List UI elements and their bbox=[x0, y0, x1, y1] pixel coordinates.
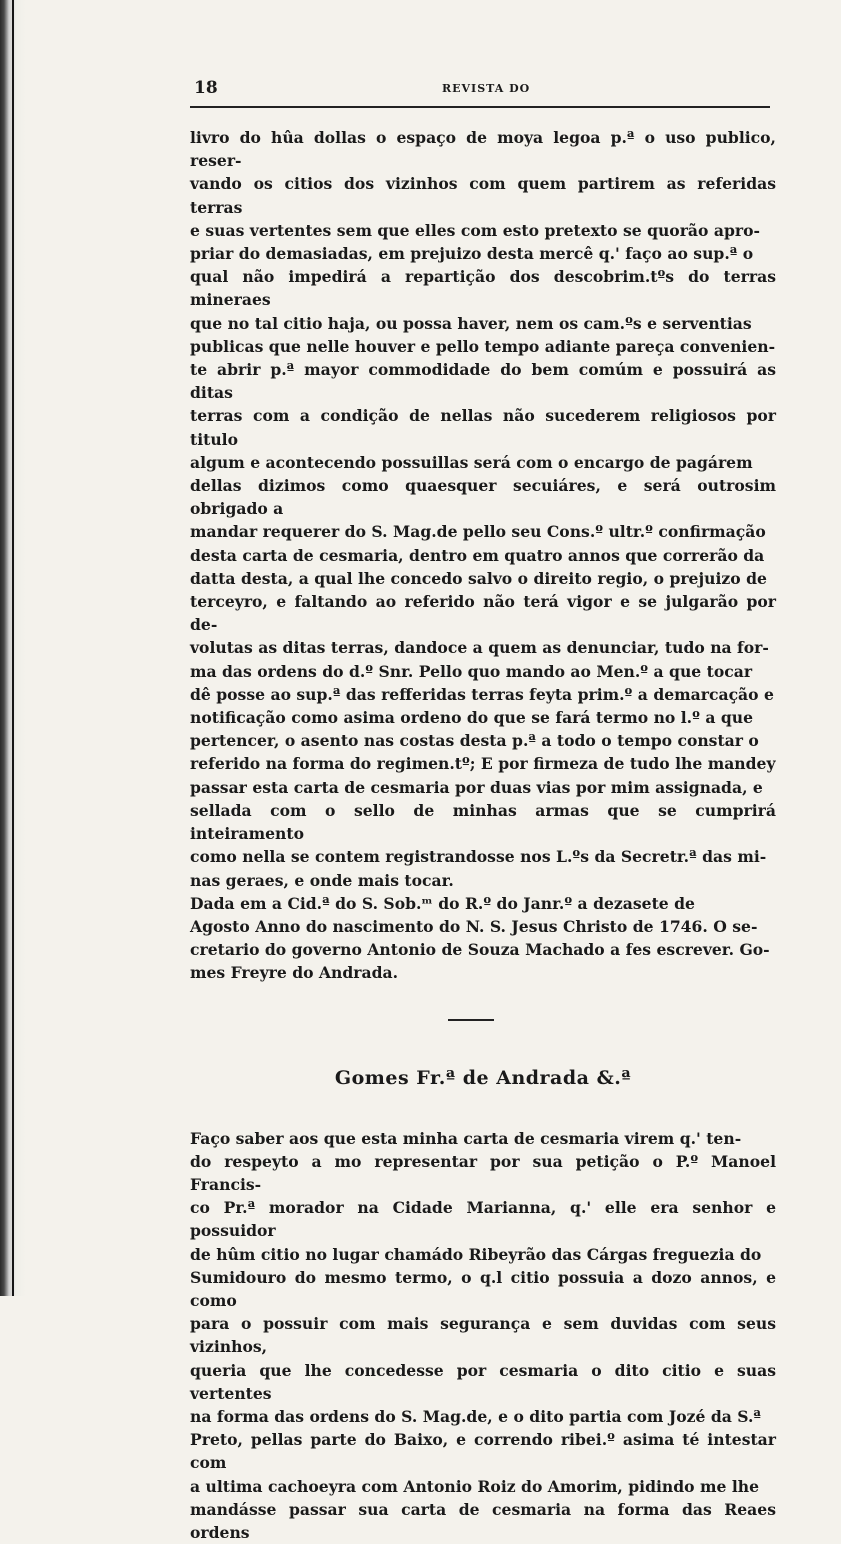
section-title: Gomes Fr.ª de Andrada &.ª bbox=[334, 1066, 632, 1089]
page-number: 18 bbox=[194, 78, 218, 98]
header-rule bbox=[190, 106, 770, 108]
body-paragraph: Dada em a Cid.ª do S. Sob.ᵐ do R.º do Janr.º a dezasete de Agosto Anno do nascimento do N. S. Jesus Christo de 1746. O se- cretario do governo Antonio de Souza Machado a fes escrever. Go- mes Freyre do Andrada. bbox=[190, 893, 770, 983]
section-divider bbox=[448, 1019, 494, 1021]
body-paragraph: Faço saber aos que esta minha carta de cesmaria virem q.' ten- do respeyto a mo representar por sua petição o P.º Manoel Francis- co Pr.ª morador na Cidade Marianna, q.' elle era senhor e possuidor de hûm citio no lugar chamádo Ribeyrão das Cárgas freguezia do Sumidouro do mesmo termo, o q.l citio possuia a dozo annos, e como para o possuir com mais segurança e sem duvidas com seus vizinhos, queria que lhe concedesse por cesmaria o dito citio e suas vertentes na forma das ordens do S. Mag.de, e o dito partia com Jozé da S.ª Preto, pellas parte do Baixo, e correndo ribei.º asima té intestar com a ultima cachoeyra com Antonio Roiz do Amorim, pidindo me lhe mandásse passar sua carta de cesmaria na forma das Reaes ordens bbox=[190, 1128, 776, 1542]
page-header bbox=[190, 72, 790, 98]
running-head: REVISTA DO bbox=[442, 82, 531, 95]
document-page bbox=[190, 72, 790, 1544]
body-paragraph: livro do hûa dollas o espaço de moya legoa p.ª o uso publico, reser- vando os citios dos vizinhos com quem partirem as referidas terras e suas vertentes sem que elles com esto pretexto se quorão apro- priar do demasiadas, em prejuizo desta mercê q.' faço ao sup.ª o qual não impedirá a repartição dos descobrim.tºs do terras mineraes que no tal citio haja, ou possa haver, nem os cam.ºs e serventias publicas que nelle houver e pello tempo adiante pareça convenien- te abrir p.ª mayor commodidade do bem comúm e possuirá as ditas terras com a condição de nellas não sucederem religiosos por titulo algum e acontecendo possuillas será com o encargo de pagárem dellas dizimos como quaesquer secuiáres, e será outrosim obrigado a mandar requerer do S. Mag.de pello seu Cons.º ultr.º confirmação desta carta de cesmaria, dentro em quatro annos que correrão da datta desta, a qual lhe concedo salvo o direito regio, o prejuizo de terceyro, e faltando ao referido não terá vigor e se julgarão por de- volutas as ditas terras, dandoce a quem as denunciar, tudo na for- ma das ordens do d.º Snr. Pello quo mando ao Men.º a que tocar dê posse ao sup.ª das refferidas terras feyta prim.º a demarcação e notificação como asima ordeno do que se fará termo no l.º a que pertencer, o asento nas costas desta p.ª a todo o tempo constar o referido na forma do regimen.tº; E por firmeza de tudo lhe mandey passar esta carta de cesmaria por duas vias por mim assignada, e sellada com o sello de minhas armas que se cumprirá inteiramento como nella se contem registrandosse nos L.ºs da Secretr.ª das mi- nas geraes, e onde mais tocar. bbox=[190, 128, 776, 890]
book-spine-edge bbox=[12, 0, 14, 1296]
